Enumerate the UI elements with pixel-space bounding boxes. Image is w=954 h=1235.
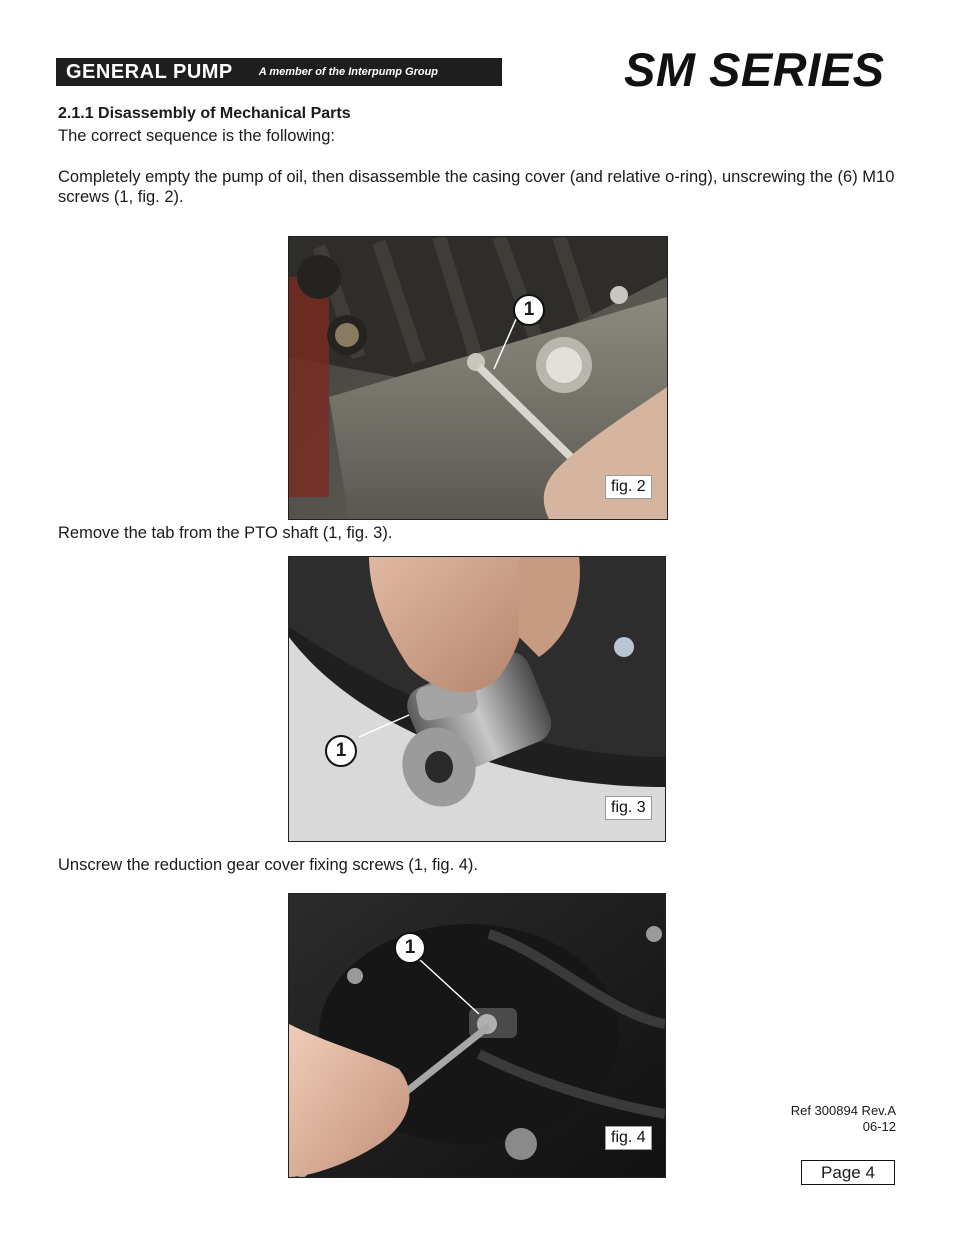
series-title: SM SERIES	[624, 43, 885, 96]
figure-2-photo	[288, 236, 668, 520]
figure-3-label: fig. 3	[605, 796, 652, 820]
intro-text: The correct sequence is the following:	[58, 127, 335, 145]
figure-2-callout: 1	[513, 294, 545, 326]
step-1-text: Completely empty the pump of oil, then disassemble the casing cover (and relative o-ring), unscrewing the (6) M10 screws (1, fig. 2).	[58, 168, 895, 206]
brand-name: GENERAL PUMP	[66, 60, 233, 83]
section-heading: 2.1.1 Disassembly of Mechanical Parts	[58, 105, 351, 122]
brand-bar	[56, 58, 502, 86]
figure-4-photo	[288, 893, 666, 1178]
reference-number: Ref 300894 Rev.A	[790, 1103, 896, 1118]
figure-4-callout: 1	[394, 932, 426, 964]
figure-4-label: fig. 4	[605, 1126, 652, 1150]
step-3-text: Unscrew the reduction gear cover fixing screws (1, fig. 4).	[58, 856, 479, 874]
figure-3-callout: 1	[325, 735, 357, 767]
page-number: Page 4	[801, 1160, 895, 1185]
brand-tagline: A member of the Interpump Group	[258, 66, 439, 78]
figure-3-photo	[288, 556, 666, 842]
reference-date: 06-12	[862, 1119, 896, 1134]
document-reference	[791, 1103, 896, 1135]
figure-2-label: fig. 2	[605, 475, 652, 499]
step-2-text: Remove the tab from the PTO shaft (1, fig. 3).	[58, 524, 393, 542]
